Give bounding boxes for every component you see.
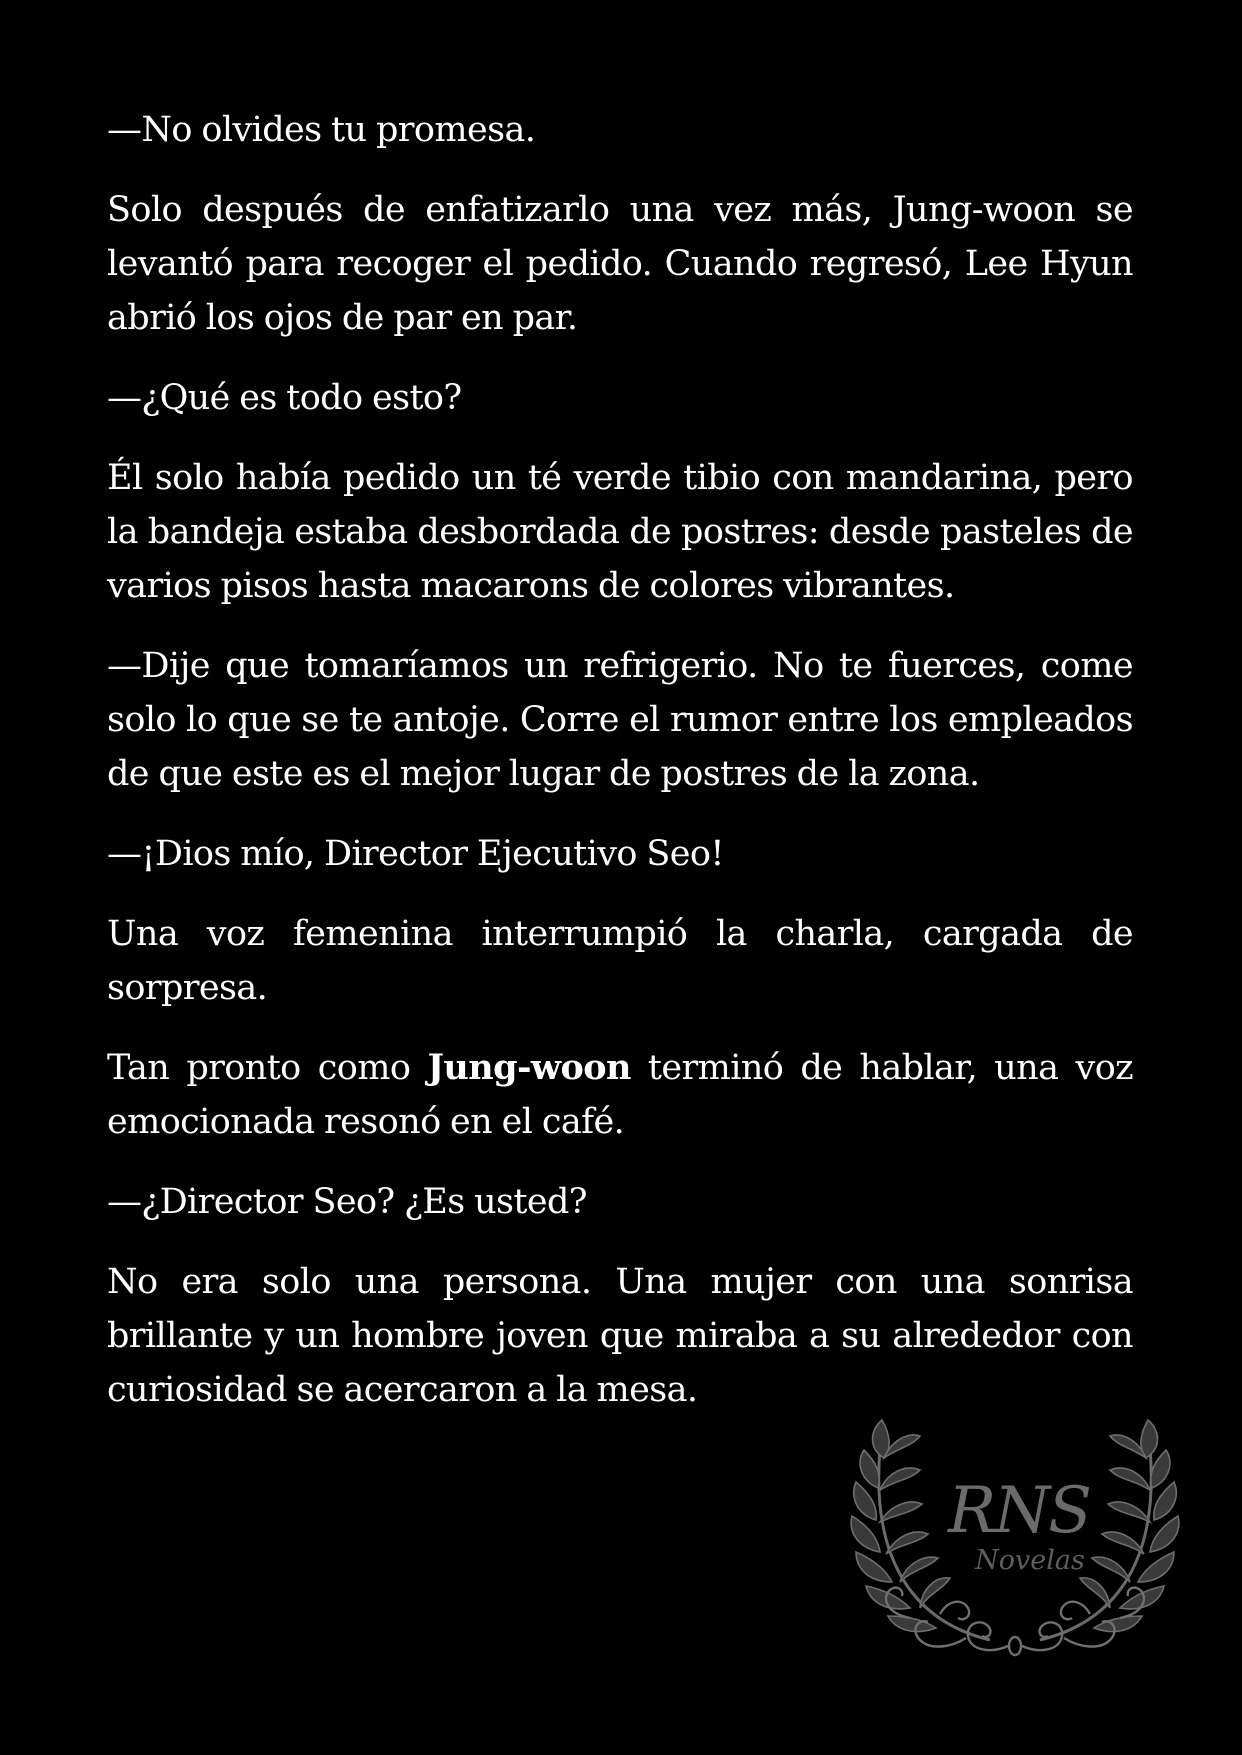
watermark-logo [840,1418,1190,1680]
paragraph-dialogue: —Dije que tomaríamos un refrigerio. No te fuerces, come solo lo que se te antoje. Corre el rumor entre los empleados de que este es el mejor lugar de postres de la zona. [107,646,1133,794]
paragraph-narration: Él solo había pedido un té verde tibio con mandarina, pero la bandeja estaba desbordada de postres: desde pasteles de varios pisos hasta macarons de colores vibrantes. [107,458,1133,606]
text-run: terminó de hablar, una voz emocionada resonó en el café. [107,1048,1134,1142]
watermark-subtitle: Novelas [975,1545,1085,1576]
document-body [107,103,1133,1443]
watermark-title: RNS [947,1474,1091,1548]
paragraph-dialogue: —¿Director Seo? ¿Es usted? [107,1182,587,1222]
paragraph-narration: Solo después de enfatizarlo una vez más, Jung-woon se levantó para recoger el pedido. Cuando regresó, Lee Hyun abrió los ojos de par en par. [107,190,1133,338]
paragraph-narration: Una voz femenina interrumpió la charla, cargada de sorpresa. [107,914,1133,1008]
paragraph-dialogue: —¿Qué es todo esto? [107,378,462,418]
text-run: Tan pronto como [107,1048,428,1088]
paragraph-narration: No era solo una persona. Una mujer con una sonrisa brillante y un hombre joven que miraba a su alrededor con curiosidad se acercaron a la mesa. [107,1262,1133,1410]
bold-name: Jung-woon [427,1047,631,1088]
paragraph-dialogue: —¡Dios mío, Director Ejecutivo Seo! [107,834,724,874]
paragraph-narration [107,1041,1133,1149]
paragraph-dialogue: —No olvides tu promesa. [107,110,536,150]
